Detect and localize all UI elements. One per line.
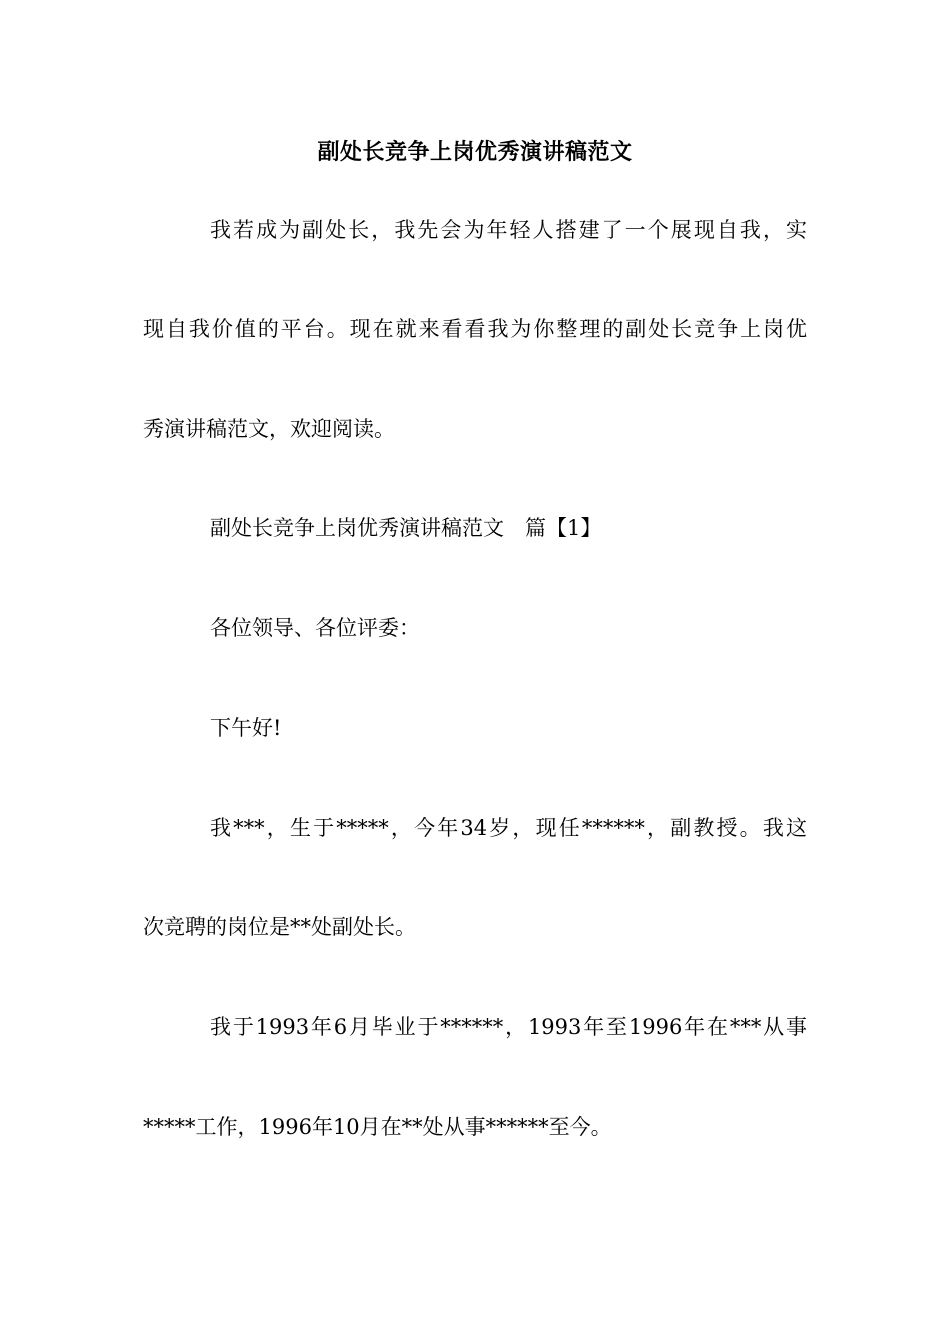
paragraph-line-5: 次竞聘的岗位是**处副处长。 bbox=[143, 915, 416, 939]
salutation: 各位领导、各位评委： bbox=[210, 616, 420, 640]
paragraph-line-6: 我于1993年6月毕业于******，1993年至1996年在***从事 bbox=[210, 1015, 807, 1039]
document-title: 副处长竞争上岗优秀演讲稿范文 bbox=[317, 139, 633, 165]
section-heading: 副处长竞争上岗优秀演讲稿范文 篇【1】 bbox=[210, 516, 602, 540]
paragraph-line-3: 秀演讲稿范文，欢迎阅读。 bbox=[143, 417, 395, 441]
paragraph-line-1: 我若成为副处长，我先会为年轻人搭建了一个展现自我，实 bbox=[210, 218, 807, 242]
paragraph-line-7: *****工作，1996年10月在**处从事******至今。 bbox=[143, 1115, 612, 1139]
paragraph-line-4: 我***，生于*****，今年34岁，现任******，副教授。我这 bbox=[210, 816, 807, 840]
paragraph-line-2: 现自我价值的平台。现在就来看看我为你整理的副处长竞争上岗优 bbox=[143, 317, 807, 341]
greeting: 下午好! bbox=[210, 716, 282, 740]
